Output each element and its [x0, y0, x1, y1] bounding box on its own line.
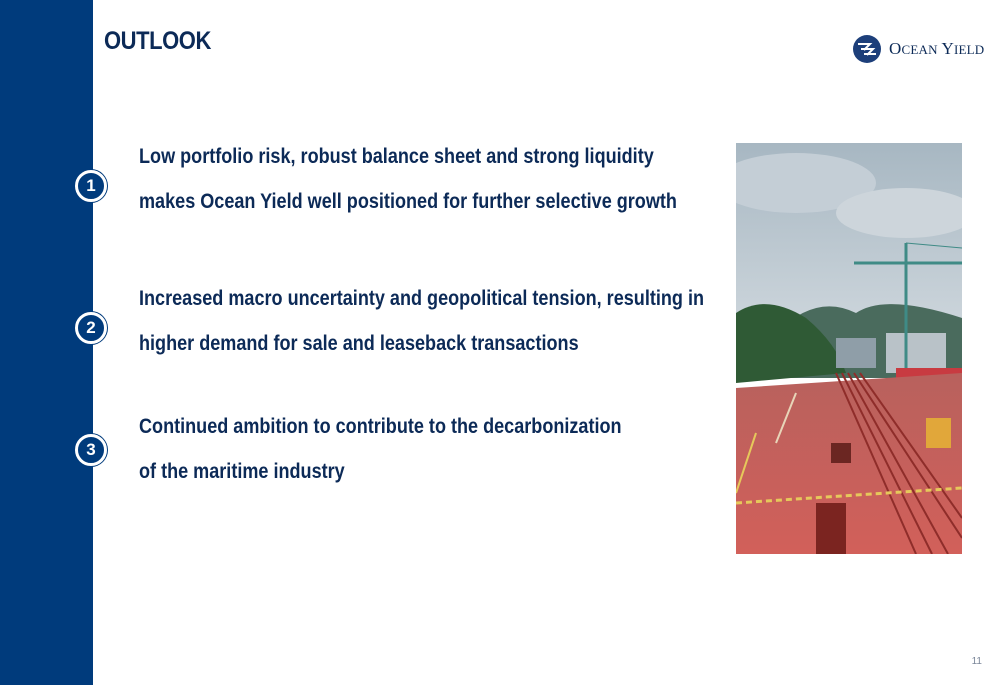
- tanker-deck-photo-icon: [736, 143, 962, 554]
- point-number-badge: 1: [75, 170, 107, 202]
- point-line: Low portfolio risk, robust balance sheet and strong liquidity: [139, 145, 654, 168]
- ocean-yield-logo-icon: [852, 32, 882, 66]
- point-number-badge: 3: [75, 434, 107, 466]
- point-line: of the maritime industry: [139, 460, 345, 483]
- point-line: higher demand for sale and leaseback transactions: [139, 332, 579, 355]
- logo-wordmark: OCEAN YIELD: [889, 39, 985, 58]
- point-line: makes Ocean Yield well positioned for further selective growth: [139, 190, 677, 213]
- tanker-deck-photo: [736, 143, 962, 554]
- point-line: Increased macro uncertainty and geopolitical tension, resulting in: [139, 287, 705, 310]
- left-accent-bar: [0, 0, 93, 685]
- ocean-yield-logo: [852, 32, 984, 66]
- page-number: 11: [971, 656, 982, 667]
- point-line: Continued ambition to contribute to the decarbonization: [139, 415, 622, 438]
- page-title: OUTLOOK: [104, 27, 211, 55]
- point-number-badge: 2: [75, 312, 107, 344]
- outlook-point: [139, 276, 705, 366]
- outlook-point: [139, 404, 655, 494]
- outlook-point: [139, 134, 677, 224]
